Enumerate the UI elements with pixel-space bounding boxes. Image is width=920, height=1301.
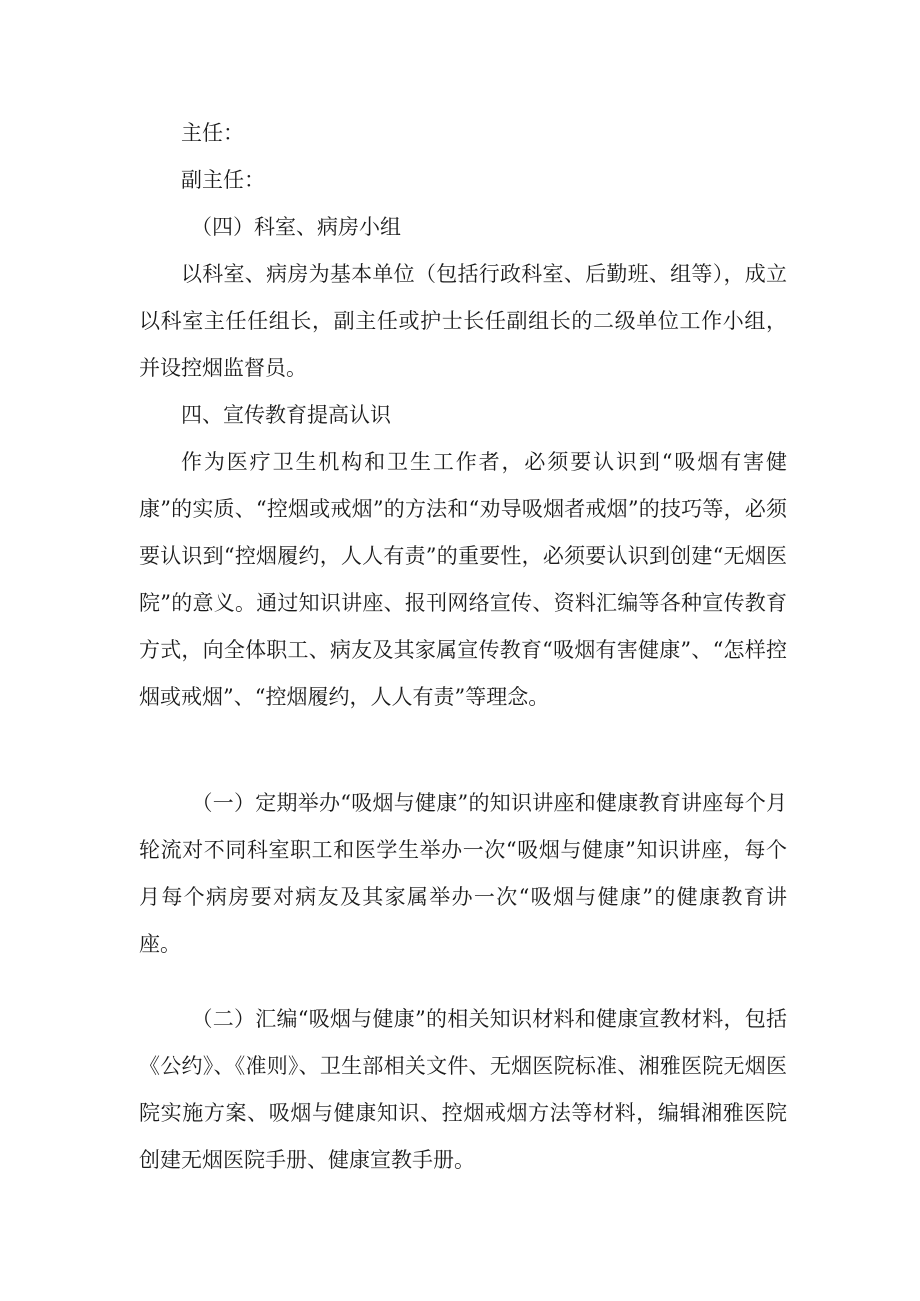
paragraph-item-1: （一）定期举办“吸烟与健康”的知识讲座和健康教育讲座每个月轮流对不同科室职工和医学生举办一次“吸烟与健康”知识讲座，每个月每个病房要对病友及其家属举办一次“吸烟与健康”的健康教育讲座。 [139,791,787,956]
director-line: 主任： [181,121,244,145]
paragraph-unit-group: 以科室、病房为基本单位（包括行政科室、后勤班、组等），成立以科室主任任组长，副主任或护士长任副组长的二级单位工作小组，并设控烟监督员。 [139,262,787,380]
section-heading-education: 四、宣传教育提高认识 [181,403,391,427]
paragraph-education: 作为医疗卫生机构和卫生工作者，必须要认识到“吸烟有害健康”的实质、“控烟或戒烟”的方法和“劝导吸烟者戒烟”的技巧等，必须要认识到“控烟履约，人人有责”的重要性，必须要认识到创建“无烟医院”的意义。通过知识讲座、报刊网络宣传、资料汇编等各种宣传教育方式，向全体职工、病友及其家属宣传教育“吸烟有害健康”、“怎样控烟或戒烟”、“控烟履约，人人有责”等理念。 [139,450,787,709]
paragraph-item-2: （二）汇编“吸烟与健康”的相关知识材料和健康宣教材料，包括《公约》、《准则》、卫生部相关文件、无烟医院标准、湘雅医院无烟医院实施方案、吸烟与健康知识、控烟戒烟方法等材料，编辑湘雅医院创建无烟医院手册、健康宣教手册。 [139,1007,787,1172]
deputy-director-line: 副主任： [181,168,265,192]
subheading-ward-group: （四）科室、病房小组 [191,215,401,239]
